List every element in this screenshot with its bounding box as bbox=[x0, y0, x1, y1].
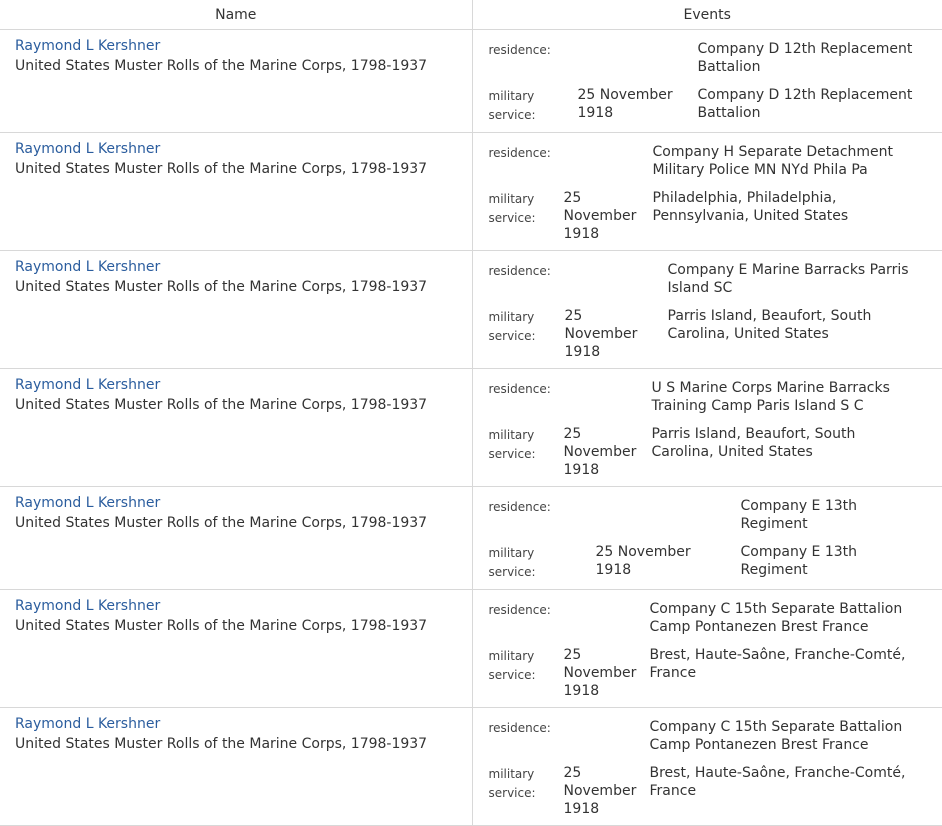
event-type: residence: bbox=[489, 40, 566, 60]
collection-name: United States Muster Rolls of the Marine Corps, 1798-1937 bbox=[15, 277, 472, 297]
event-place: Company C 15th Separate Battalion Camp Pontanezen Brest France bbox=[650, 718, 920, 754]
military-service-event bbox=[489, 764, 942, 818]
table-row bbox=[0, 251, 942, 369]
event-type: residence: bbox=[489, 718, 552, 738]
table-row bbox=[0, 133, 942, 251]
person-name-link[interactable]: Raymond L Kershner bbox=[15, 493, 472, 513]
table-row bbox=[0, 30, 942, 133]
event-date: 25 November 1918 bbox=[596, 543, 729, 579]
collection-name: United States Muster Rolls of the Marine Corps, 1798-1937 bbox=[15, 513, 472, 533]
collection-name: United States Muster Rolls of the Marine Corps, 1798-1937 bbox=[15, 616, 472, 636]
event-type: residence: bbox=[489, 261, 553, 281]
military-service-event bbox=[489, 543, 942, 582]
collection-name: United States Muster Rolls of the Marine Corps, 1798-1937 bbox=[15, 56, 472, 76]
event-type: military service: bbox=[489, 425, 552, 464]
event-place: Philadelphia, Philadelphia, Pennsylvania, United States bbox=[653, 189, 913, 225]
events-cell bbox=[472, 251, 942, 369]
residence-event bbox=[489, 379, 942, 415]
header-row bbox=[0, 0, 942, 30]
event-place: U S Marine Corps Marine Barracks Training Camp Paris Island S C bbox=[652, 379, 902, 415]
event-date: 25 November 1918 bbox=[565, 307, 656, 361]
events-cell bbox=[472, 133, 942, 251]
table-row bbox=[0, 369, 942, 487]
residence-event bbox=[489, 40, 942, 76]
events-cell bbox=[472, 30, 942, 133]
name-cell bbox=[0, 369, 472, 487]
residence-event bbox=[489, 261, 942, 297]
table-row bbox=[0, 708, 942, 826]
events-cell bbox=[472, 590, 942, 708]
name-column-header: Name bbox=[0, 0, 472, 30]
event-place: Company C 15th Separate Battalion Camp Pontanezen Brest France bbox=[650, 600, 920, 636]
military-service-event bbox=[489, 307, 942, 361]
event-date: 25 November 1918 bbox=[564, 425, 640, 479]
event-date: 25 November 1918 bbox=[564, 189, 641, 243]
collection-name: United States Muster Rolls of the Marine Corps, 1798-1937 bbox=[15, 395, 472, 415]
event-type: residence: bbox=[489, 497, 584, 517]
event-place: Company E 13th Regiment bbox=[741, 497, 871, 533]
event-date: 25 November 1918 bbox=[578, 86, 686, 122]
collection-name: United States Muster Rolls of the Marine Corps, 1798-1937 bbox=[15, 734, 472, 754]
event-place: Brest, Haute-Saône, Franche-Comté, France bbox=[650, 764, 920, 800]
event-place: Brest, Haute-Saône, Franche-Comté, France bbox=[650, 646, 920, 682]
event-place: Parris Island, Beaufort, South Carolina, United States bbox=[668, 307, 918, 343]
military-service-event bbox=[489, 646, 942, 700]
collection-name: United States Muster Rolls of the Marine Corps, 1798-1937 bbox=[15, 159, 472, 179]
event-type: military service: bbox=[489, 646, 552, 685]
residence-event bbox=[489, 600, 942, 636]
event-type: military service: bbox=[489, 764, 552, 803]
event-type: residence: bbox=[489, 600, 552, 620]
events-column-header: Events bbox=[472, 0, 942, 30]
table-row bbox=[0, 487, 942, 590]
military-service-event bbox=[489, 425, 942, 479]
person-name-link[interactable]: Raymond L Kershner bbox=[15, 257, 472, 277]
event-type: residence: bbox=[489, 143, 552, 163]
event-place: Company E Marine Barracks Parris Island SC bbox=[668, 261, 918, 297]
event-type: residence: bbox=[489, 379, 552, 399]
events-cell bbox=[472, 708, 942, 826]
event-type: military service: bbox=[489, 189, 552, 228]
person-name-link[interactable]: Raymond L Kershner bbox=[15, 375, 472, 395]
event-date: 25 November 1918 bbox=[564, 764, 638, 818]
event-place: Company D 12th Replacement Battalion bbox=[698, 40, 928, 76]
event-place: Parris Island, Beaufort, South Carolina, United States bbox=[652, 425, 902, 461]
event-date: 25 November 1918 bbox=[564, 646, 638, 700]
name-cell bbox=[0, 708, 472, 826]
event-place: Company E 13th Regiment bbox=[741, 543, 871, 579]
person-name-link[interactable]: Raymond L Kershner bbox=[15, 596, 472, 616]
name-cell bbox=[0, 30, 472, 133]
name-cell bbox=[0, 251, 472, 369]
event-type: military service: bbox=[489, 86, 566, 125]
event-place: Company H Separate Detachment Military Police MN NYd Phila Pa bbox=[653, 143, 913, 179]
military-service-event bbox=[489, 189, 942, 243]
military-service-event bbox=[489, 86, 942, 125]
event-type: military service: bbox=[489, 307, 553, 346]
person-name-link[interactable]: Raymond L Kershner bbox=[15, 36, 472, 56]
event-type: military service: bbox=[489, 543, 584, 582]
residence-event bbox=[489, 143, 942, 179]
person-name-link[interactable]: Raymond L Kershner bbox=[15, 714, 472, 734]
residence-event bbox=[489, 497, 942, 533]
events-cell bbox=[472, 369, 942, 487]
name-cell bbox=[0, 133, 472, 251]
event-place: Company D 12th Replacement Battalion bbox=[698, 86, 928, 122]
table-row bbox=[0, 590, 942, 708]
name-cell bbox=[0, 590, 472, 708]
events-cell bbox=[472, 487, 942, 590]
person-name-link[interactable]: Raymond L Kershner bbox=[15, 139, 472, 159]
name-cell bbox=[0, 487, 472, 590]
residence-event bbox=[489, 718, 942, 754]
